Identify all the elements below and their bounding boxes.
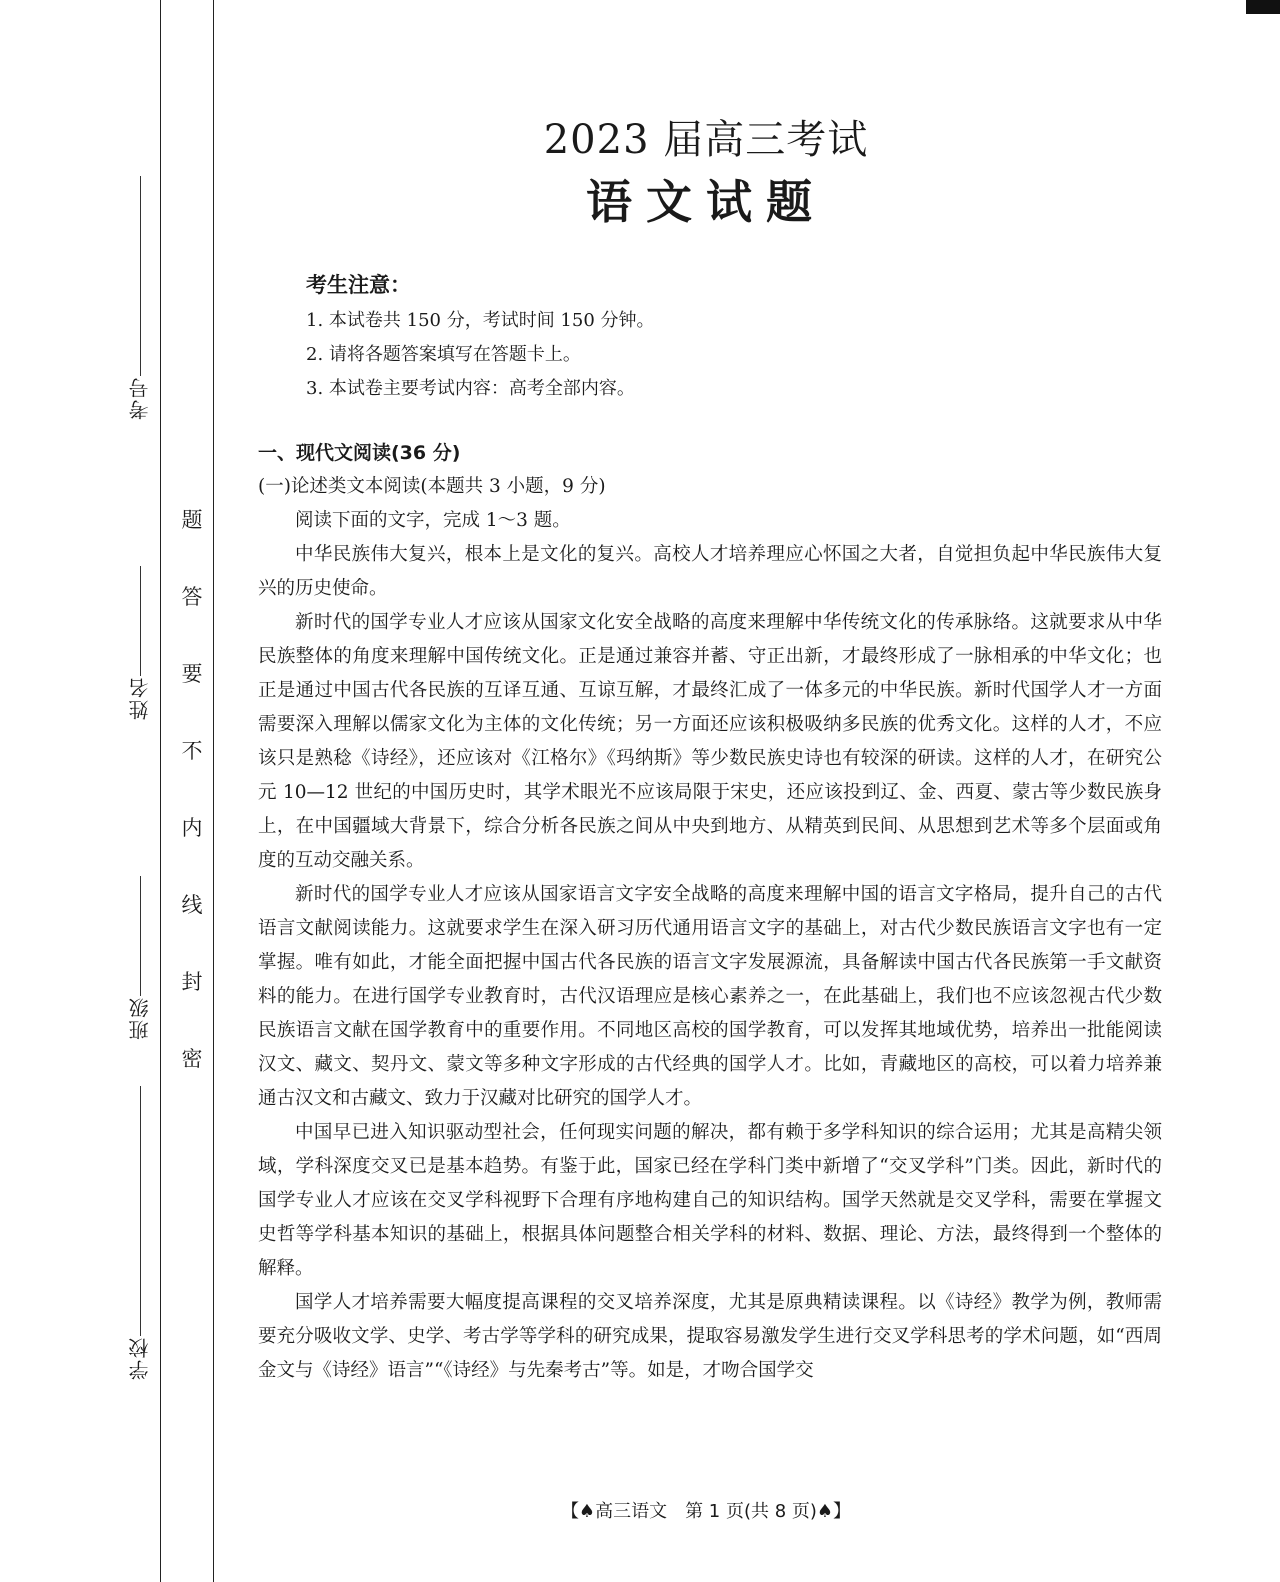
- passage-paragraph: 中华民族伟大复兴，根本上是文化的复兴。高校人才培养理应心怀国之大者，自觉担负起中华民族伟大复兴的历史使命。: [258, 544, 1162, 599]
- notice-item: 3. 本试卷主要考试内容：高考全部内容。: [306, 378, 635, 399]
- class-label: 班级: [128, 996, 152, 1040]
- name-blank: [140, 566, 141, 676]
- seal-char: 要: [181, 662, 203, 686]
- school-field: [120, 1080, 160, 1380]
- passage-paragraph: 新时代的国学专业人才应该从国家文化安全战略的高度来理解中华传统文化的传承脉络。这就要求从中华民族整体的角度来理解中国传统文化。正是通过兼容并蓄、守正出新，才最终形成了一脉相承的中华文化；也正是通过中国古代各民族的互译互通、互谅互解，才最终汇成了一体多元的中华民族。新时代国学人才一方面需要深入理解以儒家文化为主体的文化传统；另一方面还应该积极吸纳多民族的优秀文化。这样的人才，不应该只是熟稔《诗经》，还应该对《江格尔》《玛纳斯》等少数民族史诗也有较深的研读。这样的人才，在研究公元 10—12 世纪的中国历史时，其学术眼光不应该局限于宋史，还应该投到辽、金、西夏、蒙古等少数民族身上，在中国疆域大背景下，综合分析各民族之间从中央到地方、从精英到民间、从思想到艺术等多个层面或角度的互动交融关系。: [258, 612, 1162, 871]
- seal-char: 答: [181, 585, 203, 609]
- reading-section: [258, 436, 1162, 1388]
- subject-title: 语文试题: [586, 175, 826, 229]
- exam-number-label: 考号: [128, 376, 152, 420]
- seal-char: 不: [181, 739, 203, 763]
- exam-title: 2023 届高三考试: [543, 117, 869, 163]
- seal-char: 密: [181, 1047, 203, 1071]
- scan-corner-mark: [1246, 0, 1280, 14]
- seal-char: 线: [181, 893, 203, 917]
- school-label: 学校: [128, 1336, 152, 1380]
- passage-paragraph: 中国早已进入知识驱动型社会，任何现实问题的解决，都有赖于多学科知识的综合运用；尤其是高精尖领域，学科深度交叉已是基本趋势。有鉴于此，国家已经在学科门类中新增了“交叉学科”门类。因此，新时代的国学专业人才应该在交叉学科视野下合理有序地构建自己的知识结构。国学天然就是交叉学科，需要在掌握文史哲等学科基本知识的基础上，根据具体问题整合相关学科的材料、数据、理论、方法，最终得到一个整体的解释。: [258, 1122, 1162, 1279]
- exam-number-blank: [140, 176, 141, 376]
- seal-char: 封: [181, 970, 203, 994]
- seal-char: 题: [181, 508, 203, 532]
- exam-number-field: [120, 170, 160, 420]
- seal-line-warning: [172, 510, 212, 1070]
- reading-instruction: 阅读下面的文字，完成 1～3 题。: [295, 510, 571, 531]
- passage-paragraph: 国学人才培养需要大幅度提高课程的交叉培养深度，尤其是原典精读课程。以《诗经》教学为例，教师需要充分吸收文学、史学、考古学等学科的研究成果，提取容易激发学生进行交叉学科思考的学术问题，如“西周金文与《诗经》语言”“《诗经》与先秦考古”等。如是，才吻合国学交: [258, 1292, 1162, 1381]
- binding-line-outer: [160, 0, 161, 1582]
- binding-line-inner: [213, 0, 214, 1582]
- notice-item: 1. 本试卷共 150 分，考试时间 150 分钟。: [306, 310, 655, 331]
- section-subtitle: (一)论述类文本阅读(本题共 3 小题，9 分): [258, 476, 606, 497]
- passage-paragraph: 新时代的国学专业人才应该从国家语言文字安全战略的高度来理解中国的语言文字格局，提升自己的古代语言文献阅读能力。这就要求学生在深入研习历代通用语言文字的基础上，对古代少数民族语言文字也有一定掌握。唯有如此，才能全面把握中国古代各民族的语言文字发展源流，具备解读中国古代各民族第一手文献资料的能力。在进行国学专业教育时，古代汉语理应是核心素养之一，在此基础上，我们也不应该忽视古代少数民族语言文献在国学教育中的重要作用。不同地区高校的国学教育，可以发挥其地域优势，培养出一批能阅读汉文、藏文、契丹文、蒙文等多种文字形成的古代经典的国学人才。比如，青藏地区的高校，可以着力培养兼通古汉文和古藏文、致力于汉藏对比研究的国学人才。: [258, 884, 1162, 1109]
- seal-char: 内: [181, 816, 203, 840]
- notice-title: 考生注意：: [306, 273, 411, 297]
- class-blank: [140, 876, 141, 996]
- school-blank: [140, 1086, 141, 1336]
- candidate-notice: [306, 268, 655, 406]
- class-field: [120, 870, 160, 1040]
- name-field: [120, 560, 160, 720]
- page-footer: 【♠高三语文 第 1 页(共 8 页)♠】: [560, 1501, 852, 1522]
- notice-item: 2. 请将各题答案填写在答题卡上。: [306, 344, 581, 365]
- name-label: 姓名: [128, 676, 152, 720]
- section-title: 一、现代文阅读(36 分): [258, 442, 461, 464]
